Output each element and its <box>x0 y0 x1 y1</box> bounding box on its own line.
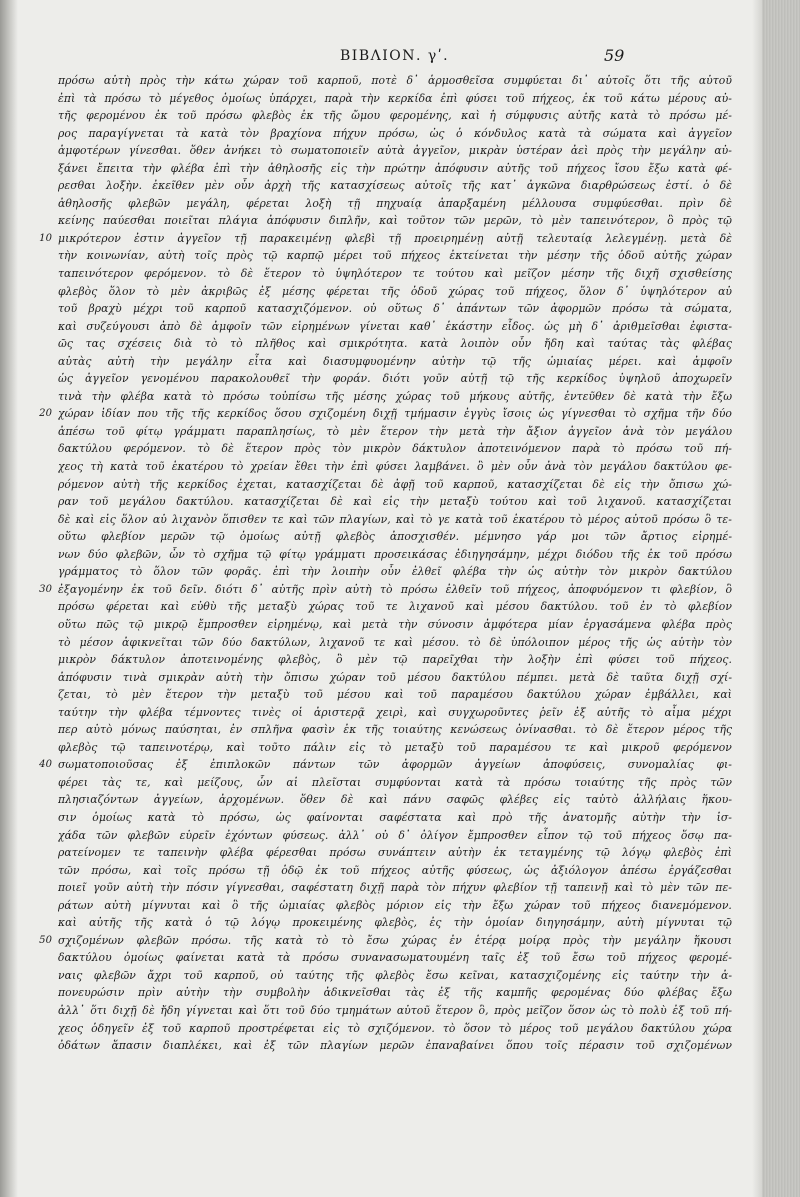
text-line <box>58 212 732 230</box>
line-text: πρόσω αὐτὴ πρὸς τὴν κάτω χώραν τοῦ καρποῦ, ποτὲ δ᾽ ἁρμοσθεῖσα συμφύεται δι᾽ αὐτοῖς ὅτι τῆς αὐτοῦ <box>58 74 732 87</box>
line-text: φλεβὸς ὅλον τὸ μὲν ἀκριβῶς ἐξ μέσης φέρεται τῆς ὁδοῦ χώρας τοῦ πήχεος, ὅλον δ᾽ ὑψηλότερον αὐ <box>58 284 732 298</box>
text-line <box>58 265 732 283</box>
line-text: ρος παραγίγνεται τὰ κατὰ τὸν βραχίονα πήχυν πρόσω, ὡς ὁ κόνδυλος κατὰ τὰ σώματα καὶ ἀγγεῖον <box>58 126 732 140</box>
line-text: δὲ καὶ εἰς ὅλον αὐ λιχανὸν ὅπισθεν τε καὶ τῶν πλαγίων, καὶ τὸ γε κατὰ τοῦ ἑκατέρου τὸ μέρος αὐτοῦ πρόσω ὃ τε- <box>58 512 732 526</box>
line-text: κείνης παύεσθαι ποιεῖται πλάγια ἀπόφυσιν διπλῆν, καὶ τοῦτον τῶν μερῶν, τὸ μὲν ταπεινότερον, ὃ πρὸς τῷ <box>58 214 732 228</box>
line-text: γράμματος τὸ ὅλον τῶν φορᾶς. ἐπὶ τὴν λοιπὴν οὖν ἐλθεῖ φλέβα τὴν ὡς αὐτὴν τὸν μικρὸν δακτύλου <box>58 565 732 579</box>
text-line <box>58 440 732 458</box>
text-line <box>58 423 732 441</box>
text-line <box>39 756 732 774</box>
text-line <box>58 949 732 967</box>
line-text: πονευρώσιν πρὶν αὐτὴν τὴν συμβολὴν ἀδικνεῖσθαι τὰς ἐξ τῆς καμπῆς φερομένας δύο φλέβας ἔξω <box>58 986 732 1000</box>
text-line <box>58 247 732 265</box>
line-text: μικρὸν δάκτυλον ἀποτεινομένης φλεβὸς, ὃ μὲν τῷ παρεῖχθαι τὴν λοξὴν ἐπὶ φύσει τοῦ πήχεος. <box>58 653 732 667</box>
line-text: ὡς ἀγγεῖον γενομένου παρακολουθεῖ τὴν φοράν. διότι γοῦν αὐτῇ τῷ τῆς κερκίδος ὑψηλοῦ ἀποχωρεῖν <box>58 372 732 386</box>
text-line <box>39 405 732 423</box>
text-line <box>58 686 732 704</box>
text-line <box>58 774 732 792</box>
line-text: ποιεῖ γοῦν αὐτὴ τὴν πόσιν γίγνεσθαι, σαφέστατη διχῇ παρὰ τὸν πήχυν φλεβίον τῇ ταπεινῇ καὶ τὸ μὲν τῶν πε- <box>58 881 732 895</box>
text-line <box>58 388 732 406</box>
text-line <box>58 90 732 108</box>
line-text: πρόσω φέρεται καὶ εὐθὺ τῆς μεταξὺ χώρας τοῦ τε λιχανοῦ καὶ μέσου δακτύλου. τοῦ ἐν τὸ φλεβίον <box>58 600 732 614</box>
running-head <box>0 48 800 72</box>
line-text: ἀμφοτέρων γίνεσθαι. ὅθεν ἀνήκει τὸ σωματοποιεῖν αὐτὰ ἀγγεῖον, μικρὰν ὑστέραν ἀεὶ πρὸς τὴν μεγάλην αὐ- <box>58 144 732 158</box>
line-text: πλησιαζόντων ἀγγείων, ἀρχομένων. ὅθεν δὲ καὶ πάνυ σαφῶς φλέβες εἰς ταὐτὸ ἀλλήλαις ἥκου- <box>58 793 732 807</box>
text-line <box>58 984 732 1002</box>
line-text: ρεσθαι λοξὴν. ἐκεῖθεν μὲν οὖν ἀρχὴ τῆς κατασχίσεως αὐτοῖς τῆς κατ᾽ ἀγκῶνα διαρθρώσεως ἐστί. ὁ δὲ <box>58 179 732 193</box>
line-text: ἐπὶ τὰ πρόσω τὸ μέγεθος ὁμοίως ὑπάρχει, παρὰ τὴν κερκίδα ἐπὶ φύσει τοῦ πήχεος, ἐκ τοῦ κάτω μέρους αὐ- <box>58 91 732 105</box>
line-text: ῶς τας σχέσεις διὰ τὸ τὸ πλῆθος καὶ σμικρότητα. κατὰ λοιπὸν οὖν ἤδη καὶ ταύτας τὰς φλέβας <box>58 337 732 351</box>
text-line <box>58 563 732 581</box>
line-text: ἀπόφυσιν τινὰ σμικρὰν αὐτὴ τὴν ὄπισω χώραν τοῦ μέσου δακτύλου πέμπει. μετὰ δὲ ταῦτα διχῇ σχί- <box>58 670 732 684</box>
line-text: οὕτω πῶς τῷ μικρῷ ἔμπροσθεν εἰρημένῳ, καὶ μετὰ τὴν σύνοσιν ἀμφότερα μίαν ἐργασάμενα φλέβα πρὸς <box>58 617 732 631</box>
line-text: ναις φλεβῶν ἄχρι τοῦ καρποῦ, οὐ ταύτης τῆς φλεβὸς ἔσω κεῖναι, κατασχιζομένης εἰς ταύτην τὴν ἀ- <box>58 968 732 982</box>
line-text: ρόμενον αὐτὴ τῆς κερκίδος ἐχεται, κατασχίζεται δὲ ἀφῇ τοῦ καρποῦ, κατασχίζεται δὲ εἰς τὴν ὄπισω χώ- <box>58 477 732 491</box>
line-text: ἀθηλοσῆς φλεβῶν μεγάλη, φέρεται λοξὴ τῇ πηχυαίᾳ ἀπαρξαμένη μέλλουσα συμφύεσθαι. πρὶν δὲ <box>58 196 732 210</box>
text-line <box>58 634 732 652</box>
text-line <box>58 1020 732 1038</box>
page-number: 59 <box>604 46 625 65</box>
text-line <box>58 669 732 687</box>
text-line <box>58 177 732 195</box>
line-text: καὶ αὐτῆς τῆς κατὰ ὁ τῷ λόγῳ προκειμένης φλεβὸς, ἐς τὴν ὁμοίαν διηγησάμην, αὐτὴ μίγνυται τῷ <box>58 916 732 930</box>
line-text: χάδα τῶν φλεβῶν εὑρεῖν ἐχόντων φύσεως. ἀλλ᾽ οὐ δ᾽ ὀλίγον ἔμπροσθεν εἶπον τῷ τοῦ πήχεος ὅσῳ πα- <box>58 828 732 842</box>
text-line <box>58 598 732 616</box>
line-text: σχιζομένων φλεβῶν πρόσω. τῆς κατὰ τὸ τὸ ἔσω χώρας ἐν ἑτέρᾳ μοίρᾳ πρὸς τὴν μεγάλην ἥκουσι <box>58 933 732 947</box>
text-line <box>58 1002 732 1020</box>
text-line <box>58 160 732 178</box>
text-line <box>58 476 732 494</box>
text-line <box>58 862 732 880</box>
line-text: χώραν ἰδίαν που τῆς τῆς κερκίδος ὅσου σχιζομένη διχῇ τμήμασιν ἐγγὺς ἴσοις ὡς γίγνεσθαι τὸ σχῆμα τῆν δύο <box>58 407 732 421</box>
line-text: ἀπέσω τοῦ φίτῳ γράμματι παραπλησίως, τὸ μὲν ἕτερον τὴν μετὰ τὴν ἄξιον ἀγγεῖον ἀνὰ τὸν μεγάλου <box>58 424 732 438</box>
line-text: ζεται, τὸ μὲν ἕτερον τὴν μεταξὺ τοῦ μέσου καὶ τοῦ παραμέσου δακτύλου χώραν ἐμβάλλει, καὶ <box>58 688 732 702</box>
text-line <box>58 914 732 932</box>
text-line <box>58 283 732 301</box>
text-line <box>58 318 732 336</box>
binding-gutter <box>0 0 18 1197</box>
line-text: φέρει τὰς τε, καὶ μείζους, ὧν αἱ πλεῖσται συμφύονται κατὰ τὰ πρόσω τοιαύτης τῆς πρὸς τῶν <box>58 775 732 789</box>
main-text-block <box>39 72 732 1055</box>
line-text: τὴν κοινωνίαν, αὐτὴ τοῖς πρὸς τῷ καρπῷ μέρει τοῦ πήχεος ἐκτείνεται τὴν μέσην τῆς ὁδοῦ αὐτῆς χώραν <box>58 249 732 263</box>
line-text: οὕτω φλεβίον μερῶν τῷ ὁμοίως αὐτῇ φλεβὸς ἀποσχισθέν. μέμνησο γάρ μοι τῶν ἄρτιος εἰρημέ- <box>58 530 732 544</box>
line-text: τοῦ βραχὺ μέχρι τοῦ καρποῦ κατασχιζόμενον. οὐ οὕτως δ᾽ ἀπάντων τῶν ἀφορμῶν πρόσω τὰ σώματα, <box>58 302 732 316</box>
text-line <box>58 72 732 90</box>
text-line <box>58 335 732 353</box>
line-text: χεος τὴ κατὰ τοῦ ἑκατέρου τὸ χρείαν ἔθει τὴν ἐπὶ φύσει λαμβάνει. ὃ μὲν οὖν ἀνὰ τὸν μεγάλου δακτύλου φε- <box>58 460 732 474</box>
line-text: φλεβὸς τῷ ταπεινοτέρῳ, καὶ τοῦτο πάλιν εἰς τὸ μεταξὺ τοῦ παραμέσου τε καὶ μικροῦ φερόμενον <box>58 740 732 754</box>
line-text: ἐξαγομένην ἐκ τοῦ δεῖν. διότι δ᾽ αὐτῆς πρὶν αὐτὴ τὸ πρόσω ἐλθεῖν τοῦ πήχεος, ἀποφυόμενον τι φλεβίον, ὃ <box>58 582 732 596</box>
line-text: δακτύλου ὁμοίως φαίνεται κατὰ τὰ πρόσω συνανασωματουμένη ταῖς ἐξ τοῦ ἔσω τοῦ πήχεος φερομέ- <box>58 951 732 965</box>
line-text: ὀδάτων ἅπασιν διαπλέκει, καὶ ἐξ τῶν πλαγίων μερῶν ἐπαναβαίνει ὅπου τοῖς πέρασιν τοῦ σχιζομένων <box>58 1039 732 1053</box>
line-number: 50 <box>39 934 52 946</box>
line-text: χεος ὁδηγεῖν ἐξ τοῦ καρποῦ προστρέφεται εἰς τὸ σχιζόμενον. τὸ ὅσον τὸ μέρος τοῦ μεγάλου δακτύλου χώρα <box>58 1021 732 1035</box>
text-line <box>58 195 732 213</box>
text-line <box>58 704 732 722</box>
line-number: 10 <box>39 232 52 244</box>
line-text: ράτων αὐτὴ μίγνυται καὶ ὃ τῆς ὠμιαίας φλεβὸς μόριον εἰς τὴν ἔξω χώραν τοῦ πήχεος διανεμόμενον. <box>58 898 732 912</box>
text-line <box>58 528 732 546</box>
line-text: περ αὐτὸ μόνως παύσηται, ἐν σπλῆνα φασὶν ἐκ τῆς τοιαύτης κενώσεως ὀνίνασθαι. τὸ δὲ ἕτερον μέρος τῆς <box>58 723 732 737</box>
line-text: ἀλλ᾽ ὅτι διχῇ δὲ ἤδη γίγνεται καὶ ὅτι τοῦ δύο τμημάτων αὐτοῦ ἕτερον ὃ, πρὸς μεῖζον ὅσον ὡς τὸ πολὺ ἐξ τοῦ πή- <box>58 1003 732 1017</box>
line-number: 20 <box>39 408 52 420</box>
text-line <box>58 739 732 757</box>
text-line <box>58 809 732 827</box>
line-text: ρατείνομεν τε ταπεινὴν φλέβα φέρεσθαι πρόσω συνάπτειν αὐτὴν ἐκ τεταγμένης τῷ λόγῳ φλεβὸς ἐπὶ <box>58 846 732 860</box>
line-text: καὶ συζεύγουσι ἀπὸ δὲ ἀμφοῖν τῶν εἰρημένων γίνεται καθ᾽ ἑκάστην εἶδος. ὡς μὴ δ᾽ ἀριθμεῖσθαι ἐφιστα- <box>58 319 732 333</box>
text-line <box>39 932 732 950</box>
text-line <box>58 791 732 809</box>
text-line <box>58 651 732 669</box>
text-line <box>39 230 732 248</box>
text-line <box>58 125 732 143</box>
text-line <box>58 967 732 985</box>
line-text: τῶν πρόσω, καὶ τοῖς πρόσω τῇ ὁδῷ ἐκ τοῦ πήχεος αὐτῆς φύσεως, ὡς ἀξιόλογον ἀπέσω ἐργάζεσθαι <box>58 863 732 877</box>
text-line <box>58 1037 732 1055</box>
text-line <box>58 300 732 318</box>
text-line <box>58 107 732 125</box>
line-text: τῆς φερομένου ἐκ τοῦ πρόσω φλεβὸς ἐκ τῆς ὤμου φερομένης, καὶ ἡ σύμφυσις αὐτῆς κατὰ τὸ πρόσω μέ- <box>58 109 732 123</box>
text-line <box>58 827 732 845</box>
line-text: ταύτην τὴν φλέβα τέμνοντες τινὲς οἱ ἀριστερᾷ χειρὶ, καὶ συγχωροῦντες ῥεῖν ἐξ αὐτῆς τὸ αἷμα μέχρι <box>58 705 732 719</box>
line-text: σωματοποιοῦσας ἐξ ἐπιπλοκῶν πάντων τῶν ἀφορμῶν ἀγγείων ἀποφύσεις, συνομαλίας φι- <box>58 758 732 772</box>
text-line <box>58 616 732 634</box>
text-line <box>58 142 732 160</box>
line-number: 30 <box>39 583 52 595</box>
line-text: μικρότερον ἐστιν ἀγγεῖον τῇ παρακειμένῃ φλεβὶ τῇ προειρημένῃ αὐτῇ τελευταίᾳ λελεγμένῃ. μετὰ δὲ <box>58 231 732 245</box>
line-text: δακτύλου φερόμενον. τὸ δὲ ἕτερον πρὸς τὸν μικρὸν δάκτυλον ἀποτεινόμενον παρὰ τὸ πρόσω τοῦ πή- <box>58 442 732 456</box>
running-head-title: ΒΙΒΛΙΟΝ. γʹ. <box>340 48 450 64</box>
text-line <box>58 546 732 564</box>
page-fore-edge <box>762 0 800 1197</box>
line-text: ραν τοῦ μεγάλου δακτύλου. κατασχίζεται δὲ καὶ εἰς τὴν μεταξὺ τούτου καὶ τοῦ λιχανοῦ. κατασχίζεται <box>58 495 732 509</box>
text-line <box>39 581 732 599</box>
line-text: σιν ὁμοίως κατὰ τὸ πρόσω, ὡς φαίνονται σαφέστατα καὶ πρὸ τῆς ἀνατομῆς αὐτὴν τὴν ἰσ- <box>58 810 732 824</box>
line-text: νων δύο φλεβῶν, ὧν τὸ σχῆμα τῷ φίτῳ γράμματι προσεικάσας ἐδιηγησάμην, μέχρι διόδου τῆς ἐκ τοῦ πρόσω <box>58 547 732 561</box>
line-text: τὸ μέσον ἀφικνεῖται τῶν δύο δακτύλων, λιχανοῦ τε καὶ μέσου. τὸ δὲ ὑπόλοιπον μέρος τῆς ὡς αὐτὴν τὸν <box>58 635 732 649</box>
text-line <box>58 353 732 371</box>
text-line <box>58 721 732 739</box>
text-line <box>58 370 732 388</box>
text-line <box>58 493 732 511</box>
text-line <box>58 897 732 915</box>
line-text: ταπεινότερον φερόμενον. τὸ δὲ ἕτερον τὸ ὑψηλότερον τε τούτου καὶ μεῖζον μέσην τῆς διχῆ σχισθείσης <box>58 267 732 281</box>
line-number: 40 <box>39 759 52 771</box>
text-line <box>58 458 732 476</box>
line-text: ξάνει ἔπειτα τὴν φλέβα ἐπὶ τὴν ἀθηλοσῆς εἰς τὴν πρώτην ἀπόφυσιν αὐτῆς τοῦ πήχεος ἴσου ἔξω κατὰ φέ- <box>58 161 732 175</box>
text-line <box>58 511 732 529</box>
text-line <box>58 844 732 862</box>
line-text: τινὰ τὴν φλέβα κατὰ τὸ πρόσω τοὐπίσω τῆς μέσης χώρας τοῦ μήκους αὐτῆς, ἐντεῦθεν δὲ κατὰ τὴν ἔξω <box>58 389 732 403</box>
line-text: αὐτὰς αὐτὴ τὴν μεγάλην εἶτα καὶ διασυμφυομένην αὐτὴν τῷ τῆς ὠμιαίας μέρει. καὶ ἀμφοῖν <box>58 354 732 368</box>
text-line <box>58 879 732 897</box>
